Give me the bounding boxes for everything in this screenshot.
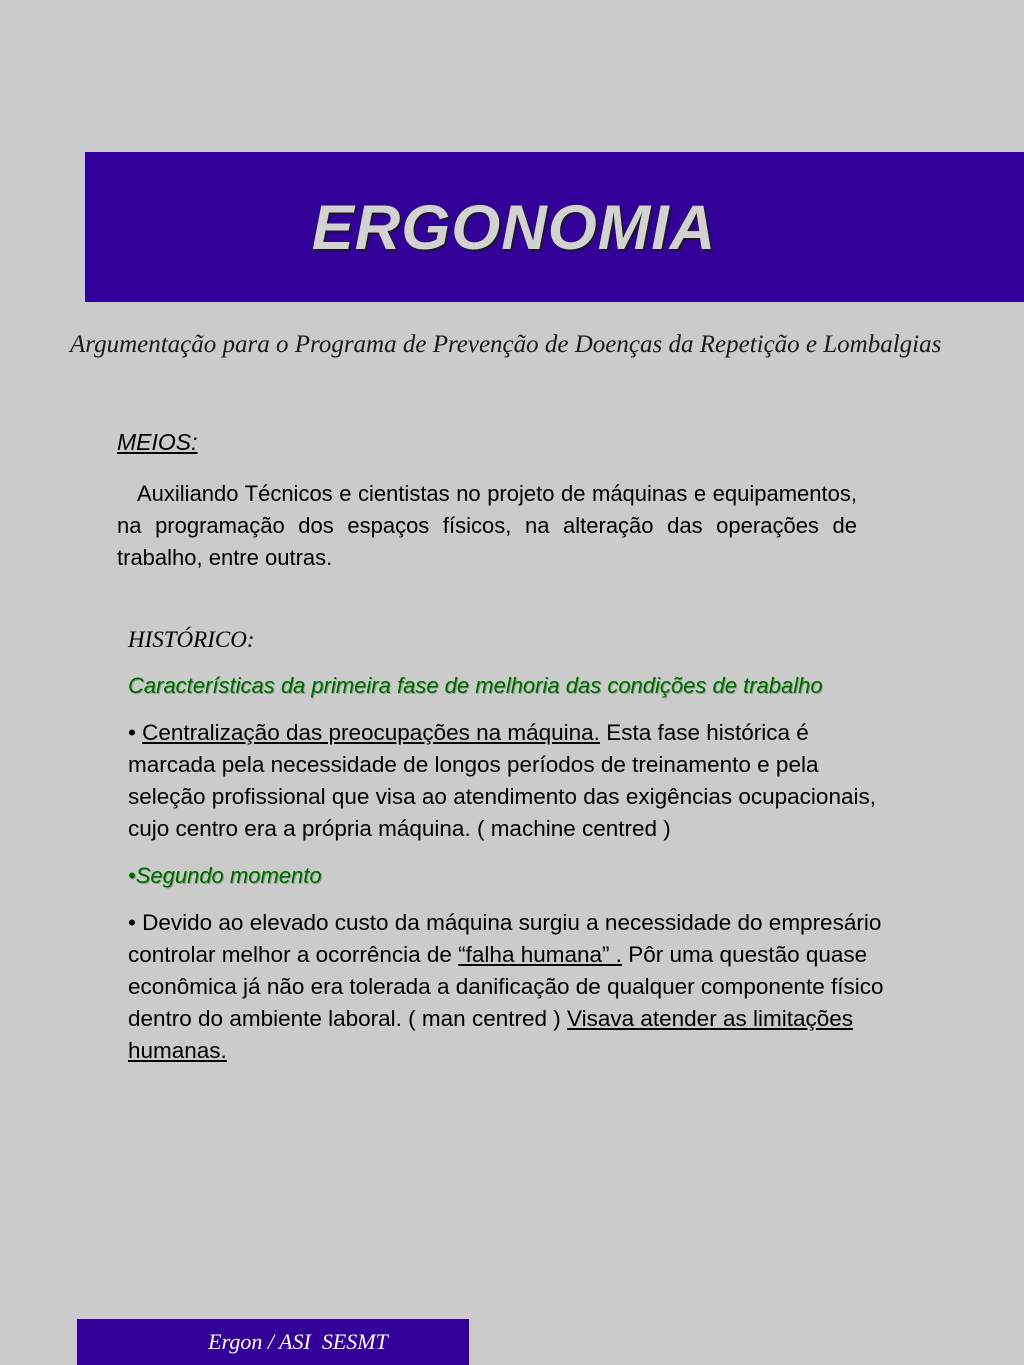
subtitle: Argumentação para o Programa de Prevenção de Doenças da Repetição e Lombalgias [70,331,942,358]
first-phase-paragraph [128,717,898,845]
historico-heading: HISTÓRICO: [128,627,255,652]
first-phase-title: Características da primeira fase de melhoria das condições de trabalho [128,673,823,698]
first-phase-text: Esta fase histórica é marcada pela necessidade de longos períodos de treinamento e pela seleção profissional que visa ao atendimento das exigências ocupacionais, cujo centro era a própria máquina. ( machine centred ) [128,720,876,841]
meios-heading: MEIOS: [117,429,198,455]
second-moment-paragraph [128,907,898,1067]
footer-text: Ergon / ASI SESMT [208,1329,388,1354]
bullet: • [128,720,143,745]
limitations-underlined: Visava atender as limitações humanas. [128,1006,853,1063]
historico-section [128,625,898,1083]
centralization-underlined: Centralização das preocupações na máquina. [142,720,600,745]
page-title: ERGONOMIA [311,193,717,263]
meios-body: Auxiliando Técnicos e cientistas no projeto de máquinas e equipamentos, na programação dos espaços físicos, na alteração das operações de trabalho, entre outras. [117,481,857,570]
second-text-2: Pôr uma questão quase econômica já não era tolerada a danificação de qualquer componente físico dentro do ambiente laboral. ( man centred ) [128,942,884,1031]
second-moment-title: •Segundo momento [128,863,322,888]
title-banner [85,152,1024,302]
falha-humana-underlined: “falha humana” . [458,942,623,967]
footer-bar [77,1319,469,1365]
second-text-1: • Devido ao elevado custo da máquina surgiu a necessidade do empresário controlar melhor a ocorrência de [128,910,882,967]
